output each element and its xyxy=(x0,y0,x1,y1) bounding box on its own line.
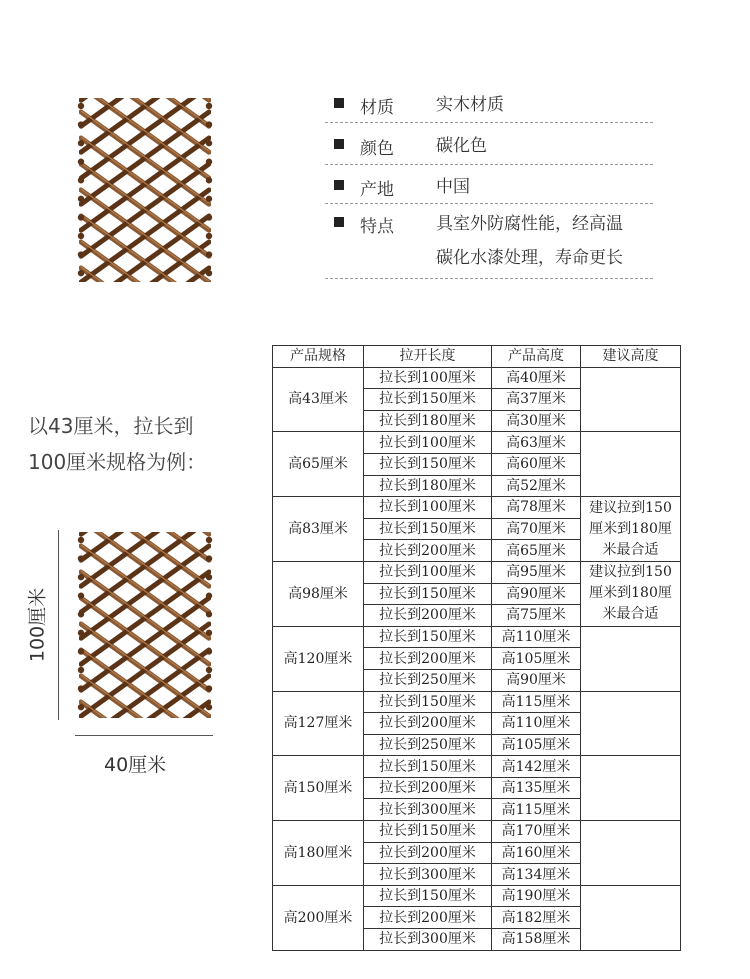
wood-slat xyxy=(81,650,209,720)
height-cell: 高160厘米 xyxy=(492,842,581,864)
rivet xyxy=(206,630,212,636)
rivet xyxy=(78,159,84,165)
recommend-line: 厘米到180厘 xyxy=(589,520,672,537)
wood-grain xyxy=(81,649,209,720)
rivet xyxy=(78,196,84,202)
height-cell: 高37厘米 xyxy=(492,389,581,411)
attribute-value-line: 碳化水漆处理，寿命更长 xyxy=(436,248,623,268)
stretch-cell: 拉长到150厘米 xyxy=(364,583,492,605)
rivet xyxy=(206,159,212,165)
height-cell: 高115厘米 xyxy=(492,691,581,713)
table-row xyxy=(273,756,681,778)
height-dimension-label: 100厘米 xyxy=(26,587,49,663)
attribute-label: 特点 xyxy=(360,217,394,237)
attribute-label: 材质 xyxy=(360,98,394,118)
rivet xyxy=(78,611,84,617)
attribute-label: 产地 xyxy=(360,180,394,200)
rivet xyxy=(206,537,212,543)
spec-cell: 高150厘米 xyxy=(273,756,364,821)
height-cell: 高105厘米 xyxy=(492,734,581,756)
stretch-cell: 拉长到250厘米 xyxy=(364,734,492,756)
spec-table xyxy=(272,345,681,951)
stretch-cell: 拉长到150厘米 xyxy=(364,389,492,411)
stretch-cell: 拉长到200厘米 xyxy=(364,648,492,670)
rivet xyxy=(78,140,84,146)
attribute-value: 实木材质 xyxy=(436,95,504,115)
table-row xyxy=(273,432,681,454)
rivet xyxy=(206,251,212,257)
stretch-cell: 拉长到250厘米 xyxy=(364,669,492,691)
recommend-cell xyxy=(581,756,681,821)
rivet xyxy=(206,555,212,561)
attribute-row-color xyxy=(325,123,653,165)
recommend-line: 建议拉到150 xyxy=(589,564,672,581)
wood-grain xyxy=(81,215,209,284)
rivet xyxy=(78,685,84,691)
rivet xyxy=(206,685,212,691)
table-row xyxy=(273,626,681,648)
height-cell: 高182厘米 xyxy=(492,907,581,929)
wood-slat xyxy=(81,216,209,284)
stretch-cell: 拉长到300厘米 xyxy=(364,799,492,821)
spec-cell: 高98厘米 xyxy=(273,561,364,626)
mask xyxy=(75,282,215,284)
stretch-cell: 拉长到100厘米 xyxy=(364,432,492,454)
spec-cell: 高180厘米 xyxy=(273,821,364,886)
table-row xyxy=(273,885,681,907)
height-cell: 高170厘米 xyxy=(492,821,581,843)
table-row xyxy=(273,561,681,583)
rivet xyxy=(206,233,212,239)
stretch-cell: 拉长到150厘米 xyxy=(364,518,492,540)
recommend-line: 建议拉到150 xyxy=(589,499,672,516)
table-header-stretch: 拉开长度 xyxy=(364,346,492,368)
attribute-row-feature xyxy=(325,204,653,279)
table-row xyxy=(273,497,681,519)
width-dimension-line xyxy=(75,735,213,736)
lattice-product-image xyxy=(75,96,215,284)
rivet xyxy=(78,537,84,543)
stretch-cell: 拉长到180厘米 xyxy=(364,475,492,497)
rivet xyxy=(206,214,212,220)
table-row xyxy=(273,691,681,713)
rivet xyxy=(78,270,84,276)
rivet xyxy=(206,593,212,599)
height-cell: 高110厘米 xyxy=(492,713,581,735)
rivet xyxy=(78,574,84,580)
table-header-recommend: 建议高度 xyxy=(581,346,681,368)
recommend-cell xyxy=(581,561,681,626)
spec-cell: 高200厘米 xyxy=(273,885,364,950)
example-caption-line: 100厘米规格为例： xyxy=(28,450,207,474)
rivet xyxy=(206,177,212,183)
mask xyxy=(75,718,215,720)
recommend-line: 米最合适 xyxy=(602,541,659,558)
attribute-value-line: 具室外防腐性能，经高温 xyxy=(436,214,623,234)
stretch-cell: 拉长到150厘米 xyxy=(364,821,492,843)
height-cell: 高90厘米 xyxy=(492,669,581,691)
stretch-cell: 拉长到200厘米 xyxy=(364,540,492,562)
height-cell: 高70厘米 xyxy=(492,518,581,540)
attribute-list xyxy=(325,88,653,279)
rivet xyxy=(78,103,84,109)
width-dimension-label: 40厘米 xyxy=(104,754,167,776)
spec-cell: 高83厘米 xyxy=(273,497,364,562)
example-caption xyxy=(28,408,206,480)
rivet xyxy=(206,648,212,654)
recommend-line: 米最合适 xyxy=(602,606,659,623)
rivet xyxy=(78,121,84,127)
stretch-cell: 拉长到300厘米 xyxy=(364,864,492,886)
table-header-row xyxy=(273,346,681,368)
wood-slat xyxy=(81,216,209,284)
bullet-square-icon xyxy=(334,139,344,149)
stretch-cell: 拉长到150厘米 xyxy=(364,626,492,648)
recommend-cell xyxy=(581,432,681,497)
height-cell: 高135厘米 xyxy=(492,777,581,799)
rivet xyxy=(78,667,84,673)
stretch-cell: 拉长到200厘米 xyxy=(364,907,492,929)
table-header-spec: 产品规格 xyxy=(273,346,364,368)
rivet xyxy=(78,214,84,220)
rivet xyxy=(206,704,212,710)
rivet xyxy=(206,121,212,127)
bullet-square-icon xyxy=(334,98,344,108)
spec-cell: 高65厘米 xyxy=(273,432,364,497)
spec-cell: 高127厘米 xyxy=(273,691,364,756)
stretch-cell: 拉长到100厘米 xyxy=(364,367,492,389)
table-row xyxy=(273,821,681,843)
wood-slat xyxy=(81,650,209,720)
recommend-cell xyxy=(581,367,681,432)
height-cell: 高110厘米 xyxy=(492,626,581,648)
stretch-cell: 拉长到180厘米 xyxy=(364,410,492,432)
stretch-cell: 拉长到300厘米 xyxy=(364,929,492,951)
height-cell: 高63厘米 xyxy=(492,432,581,454)
rivet xyxy=(78,648,84,654)
attribute-label: 颜色 xyxy=(360,139,394,159)
height-cell: 高40厘米 xyxy=(492,367,581,389)
mask xyxy=(75,530,215,532)
spec-cell: 高43厘米 xyxy=(273,367,364,432)
attribute-row-origin xyxy=(325,165,653,204)
rivet xyxy=(78,251,84,257)
attribute-row-material xyxy=(325,88,653,123)
recommend-cell xyxy=(581,626,681,691)
recommend-cell xyxy=(581,691,681,756)
stretch-cell: 拉长到100厘米 xyxy=(364,561,492,583)
lattice-example-image xyxy=(75,530,215,720)
height-cell: 高142厘米 xyxy=(492,756,581,778)
rivet xyxy=(206,667,212,673)
recommend-cell xyxy=(581,497,681,562)
height-cell: 高105厘米 xyxy=(492,648,581,670)
stretch-cell: 拉长到200厘米 xyxy=(364,605,492,627)
height-cell: 高90厘米 xyxy=(492,583,581,605)
height-cell: 高78厘米 xyxy=(492,497,581,519)
table-row xyxy=(273,367,681,389)
rivet xyxy=(206,196,212,202)
height-dimension-line xyxy=(58,530,59,720)
recommend-line: 厘米到180厘 xyxy=(589,585,672,602)
rivet xyxy=(206,140,212,146)
bullet-square-icon xyxy=(334,217,344,227)
rivet xyxy=(78,704,84,710)
attribute-value: 碳化色 xyxy=(436,136,487,156)
mask xyxy=(75,96,215,98)
rivet xyxy=(206,103,212,109)
stretch-cell: 拉长到100厘米 xyxy=(364,497,492,519)
height-cell: 高75厘米 xyxy=(492,605,581,627)
rivet xyxy=(78,555,84,561)
height-cell: 高52厘米 xyxy=(492,475,581,497)
height-cell: 高60厘米 xyxy=(492,453,581,475)
spec-cell: 高120厘米 xyxy=(273,626,364,691)
stretch-cell: 拉长到150厘米 xyxy=(364,756,492,778)
stretch-cell: 拉长到150厘米 xyxy=(364,691,492,713)
stretch-cell: 拉长到200厘米 xyxy=(364,713,492,735)
stretch-cell: 拉长到150厘米 xyxy=(364,885,492,907)
bullet-square-icon xyxy=(334,180,344,190)
rivet xyxy=(78,593,84,599)
example-caption-line: 以43厘米，拉长到 xyxy=(28,414,194,438)
rivet xyxy=(206,611,212,617)
height-cell: 高30厘米 xyxy=(492,410,581,432)
rivet xyxy=(78,177,84,183)
height-cell: 高115厘米 xyxy=(492,799,581,821)
rivet xyxy=(78,233,84,239)
rivet xyxy=(206,574,212,580)
rivet xyxy=(206,270,212,276)
height-cell: 高158厘米 xyxy=(492,929,581,951)
table-header-height: 产品高度 xyxy=(492,346,581,368)
stretch-cell: 拉长到200厘米 xyxy=(364,777,492,799)
attribute-value: 中国 xyxy=(436,177,470,197)
stretch-cell: 拉长到150厘米 xyxy=(364,453,492,475)
height-cell: 高95厘米 xyxy=(492,561,581,583)
height-cell: 高134厘米 xyxy=(492,864,581,886)
height-cell: 高190厘米 xyxy=(492,885,581,907)
recommend-cell xyxy=(581,885,681,950)
height-cell: 高65厘米 xyxy=(492,540,581,562)
stretch-cell: 拉长到200厘米 xyxy=(364,842,492,864)
rivet xyxy=(78,630,84,636)
recommend-cell xyxy=(581,821,681,886)
